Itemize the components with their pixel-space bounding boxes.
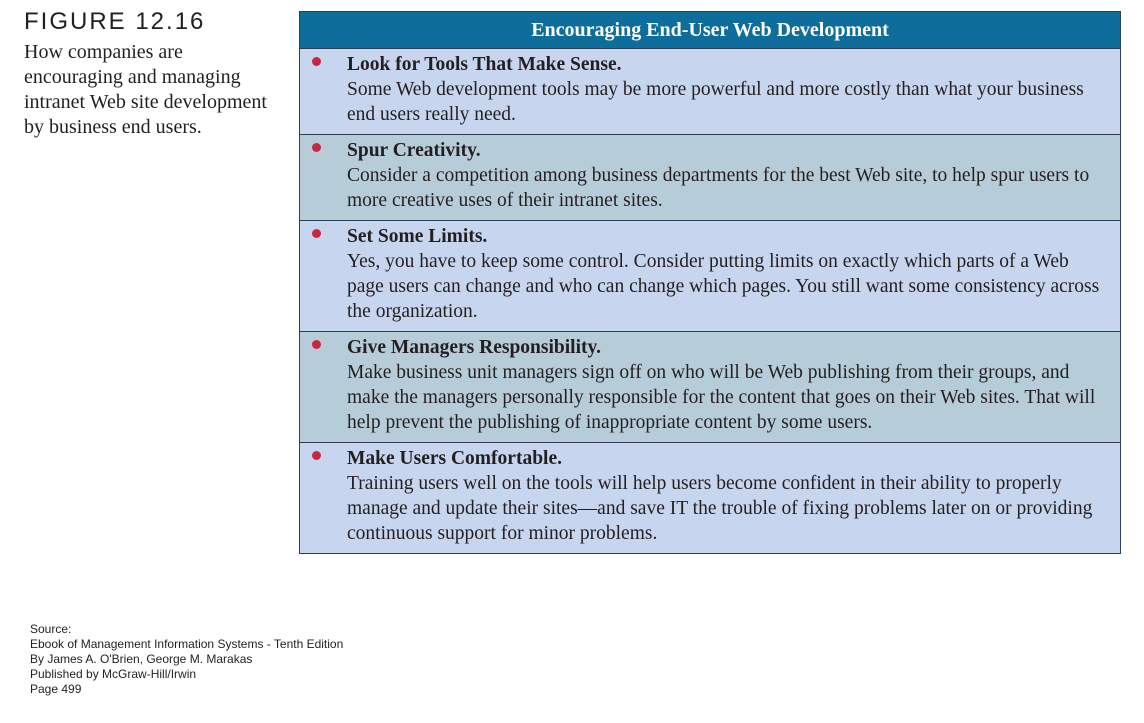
tip-title: Make Users Comfortable. (347, 448, 562, 469)
tip-body: Make business unit managers sign off on who will be Web publishing from their groups, and make the managers personally responsible for the content that goes on their Web sites. That will help prevent the publishing of inappropriate content by some users. (347, 362, 1096, 433)
source-page: Page 499 (30, 682, 82, 696)
source-authors: By James A. O'Brien, George M. Marakas (30, 652, 253, 666)
source-citation (30, 622, 343, 697)
tip-body: Training users well on the tools will help users become confident in their ability to properly manage and update their sites—and save IT the trouble of fixing problems later on or providing continuous support for minor problems. (347, 473, 1093, 544)
bullet-icon (312, 229, 321, 238)
tip-item (300, 221, 1120, 332)
tip-title: Spur Creativity. (347, 140, 481, 161)
tip-item (300, 135, 1120, 221)
source-book: Ebook of Management Information Systems - Tenth Edition (30, 637, 344, 651)
bullet-icon (312, 340, 321, 349)
tip-title: Give Managers Responsibility. (347, 337, 602, 358)
bullet-icon (312, 57, 321, 66)
tip-title: Set Some Limits. (347, 226, 488, 247)
panel-title: Encouraging End-User Web Development (300, 12, 1120, 49)
figure-label: FIGURE 12.16 (24, 8, 206, 35)
tip-body: Yes, you have to keep some control. Consider putting limits on exactly which parts of a Web page users can change and who can change which pages. You still want some consistency across the organization. (347, 251, 1100, 322)
tip-body: Consider a competition among business departments for the best Web site, to help spur users to more creative uses of their intranet sites. (347, 165, 1090, 211)
tip-item (300, 443, 1120, 553)
tip-item (300, 332, 1120, 443)
bullet-icon (312, 143, 321, 152)
figure-caption: How companies are encouraging and managing intranet Web site development by business end users. (24, 41, 267, 138)
bullet-icon (312, 451, 321, 460)
tip-item (300, 49, 1120, 135)
source-label: Source: (30, 622, 72, 636)
tip-body: Some Web development tools may be more powerful and more costly than what your business end users really need. (347, 79, 1084, 125)
tips-panel (299, 11, 1121, 554)
tip-title: Look for Tools That Make Sense. (347, 54, 622, 75)
source-publisher: Published by McGraw-Hill/Irwin (30, 667, 197, 681)
